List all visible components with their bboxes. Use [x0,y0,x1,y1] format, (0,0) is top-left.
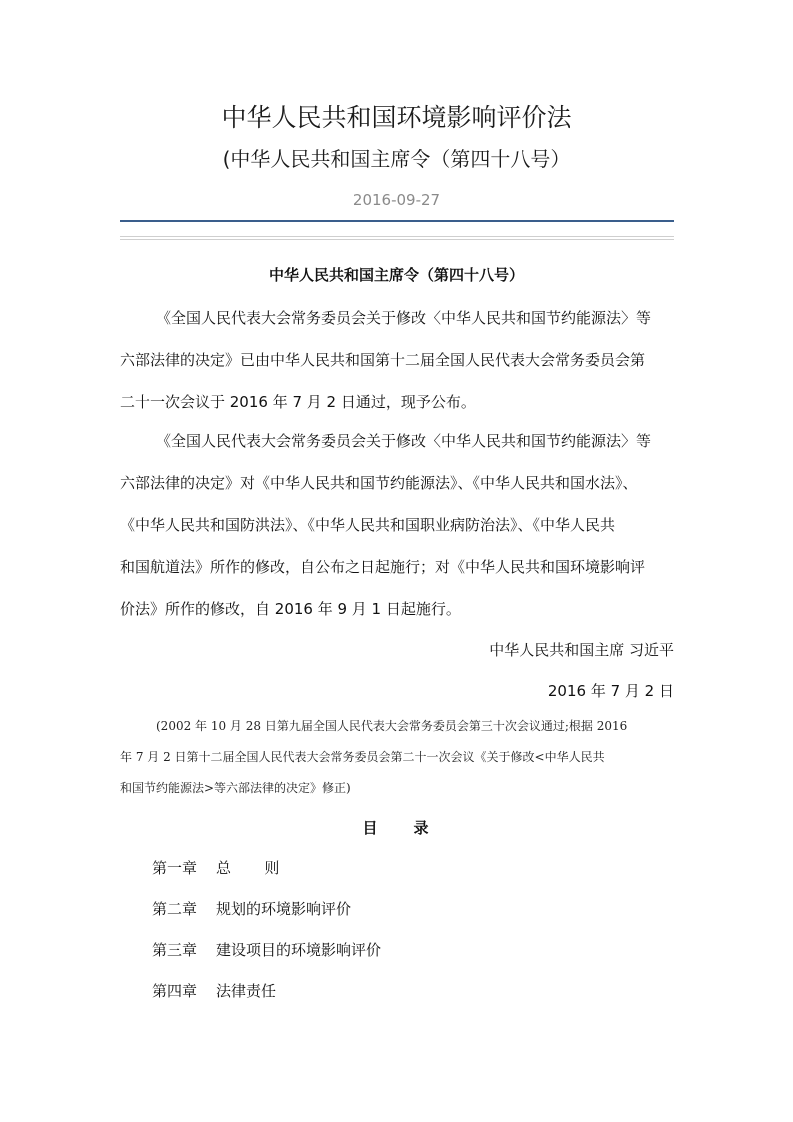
double-rule-bottom [120,239,674,240]
title-divider [120,220,674,222]
toc-item [152,857,652,898]
toc-chapter-number: 第三章 [152,941,198,959]
paragraph-line: 二十一次会议于 2016 年 7 月 2 日通过，现予公布。 [120,393,476,411]
toc-chapter-name: 法律责任 [216,982,277,1000]
paragraph-line: 价法》所作的修改，自 2016 年 9 月 1 日起施行。 [120,600,461,618]
toc-chapter-name: 总 则 [216,859,280,877]
paragraph-effective [120,420,674,630]
toc-title-char: 录 [413,819,431,837]
amendment-note [120,711,674,804]
note-line: 和国节约能源法>等六部法律的决定》修正) [120,781,351,795]
signature: 中华人民共和国主席 习近平 [489,641,674,659]
toc-title [0,817,793,839]
toc-item [152,898,652,939]
note-line: (2002 年 10 月 28 日第九届全国人民代表大会常务委员会第三十次会议通过;根据 2016 [156,719,628,733]
toc-chapter-number: 第四章 [152,982,198,1000]
order-heading: 中华人民共和国主席令（第四十八号） [268,266,524,284]
paragraph-line: 《中华人民共和国防洪法》、《中华人民共和国职业病防治法》、《中华人民共 [120,516,616,534]
signature-date: 2016 年 7 月 2 日 [547,682,674,700]
paragraph-line: 和国航道法》所作的修改，自公布之日起施行；对《中华人民共和国环境影响评 [120,558,646,576]
document-title: 中华人民共和国环境影响评价法 [221,103,572,132]
note-line: 年 7 月 2 日第十二届全国人民代表大会常务委员会第二十一次会议《关于修改<中华人民共 [120,750,605,764]
paragraph-line: 《全国人民代表大会常务委员会关于修改〈中华人民共和国节约能源法〉等 [156,432,652,450]
toc-item [152,939,652,980]
toc-title-char: 目 [362,819,380,837]
toc-chapter-number: 第二章 [152,900,198,918]
document-subtitle: (中华人民共和国主席令（第四十八号） [222,147,571,171]
paragraph-line: 《全国人民代表大会常务委员会关于修改〈中华人民共和国节约能源法〉等 [156,309,652,327]
toc-chapter-number: 第一章 [152,859,198,877]
paragraph-promulgation [120,297,674,423]
paragraph-line: 六部法律的决定》已由中华人民共和国第十二届全国人民代表大会常务委员会第 [120,351,646,369]
publish-date: 2016-09-27 [352,191,441,209]
toc-item [152,980,652,1021]
table-of-contents [152,857,652,1021]
paragraph-line: 六部法律的决定》对《中华人民共和国节约能源法》、《中华人民共和国水法》、 [120,474,638,492]
toc-chapter-name: 建设项目的环境影响评价 [216,941,382,959]
toc-chapter-name: 规划的环境影响评价 [216,900,352,918]
double-rule-top [120,236,674,237]
